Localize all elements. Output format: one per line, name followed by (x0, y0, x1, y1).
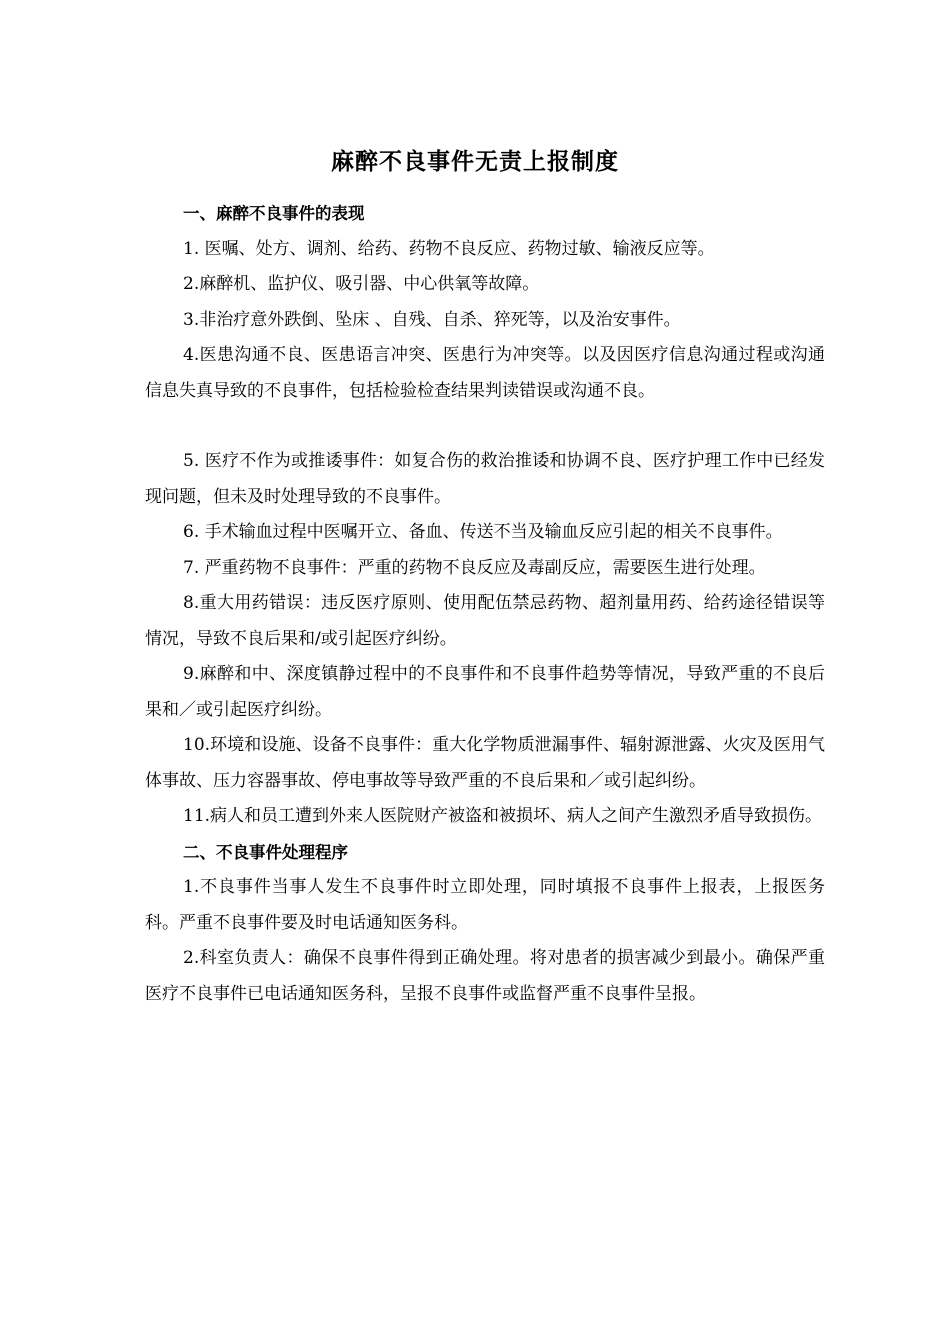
list-item: 4.医患沟通不良、医患语言冲突、医患行为冲突等。以及因医疗信息沟通过程或沟通信息失真导致的不良事件，包括检验检查结果判读错误或沟通不良。 (145, 345, 825, 401)
list-item: 9.麻醉和中、深度镇静过程中的不良事件和不良事件趋势等情况，导致严重的不良后果和／或引起医疗纠纷。 (145, 664, 825, 720)
list-item: 7. 严重药物不良事件：严重的药物不良反应及毒副反应，需要医生进行处理。 (183, 557, 766, 578)
paragraph-gap (145, 409, 825, 444)
list-item: 2.科室负责人：确保不良事件得到正确处理。将对患者的损害减少到最小。确保严重医疗不良事件已电话通知医务科，呈报不良事件或监督严重不良事件呈报。 (145, 948, 825, 1004)
list-item: 10.环境和设施、设备不良事件：重大化学物质泄漏事件、辐射源泄露、火灾及医用气体事故、压力容器事故、停电事故等导致严重的不良后果和／或引起纠纷。 (145, 735, 825, 791)
section-heading-2: 二、不良事件处理程序 (183, 842, 348, 862)
section-heading-1: 一、麻醉不良事件的表现 (183, 204, 365, 223)
list-item: 6. 手术输血过程中医嘱开立、备血、传送不当及输血反应引起的相关不良事件。 (183, 522, 783, 542)
list-item: 3.非治疗意外跌倒、坠床 、自残、自杀、猝死等，以及治安事件。 (183, 309, 681, 330)
list-item: 5. 医疗不作为或推诿事件：如复合伤的救治推诿和协调不良、医疗护理工作中已经发现问题，但未及时处理导致的不良事件。 (145, 451, 825, 507)
document-body (145, 196, 825, 1012)
list-item: 11.病人和员工遭到外来人医院财产被盗和被损坏、病人之间产生激烈矛盾导致损伤。 (183, 806, 823, 826)
list-item: 1.不良事件当事人发生不良事件时立即处理，同时填报不良事件上报表，上报医务科。严重不良事件要及时电话通知医务科。 (145, 877, 825, 933)
list-item: 8.重大用药错误：违反医疗原则、使用配伍禁忌药物、超剂量用药、给药途径错误等情况，导致不良后果和/或引起医疗纠纷。 (145, 593, 825, 649)
list-item: 1. 医嘱、处方、调剂、给药、药物不良反应、药物过敏、输液反应等。 (183, 238, 715, 259)
document-title: 麻醉不良事件无责上报制度 (331, 149, 619, 175)
list-item: 2.麻醉机、监护仪、吸引器、中心供氧等故障。 (183, 274, 540, 294)
